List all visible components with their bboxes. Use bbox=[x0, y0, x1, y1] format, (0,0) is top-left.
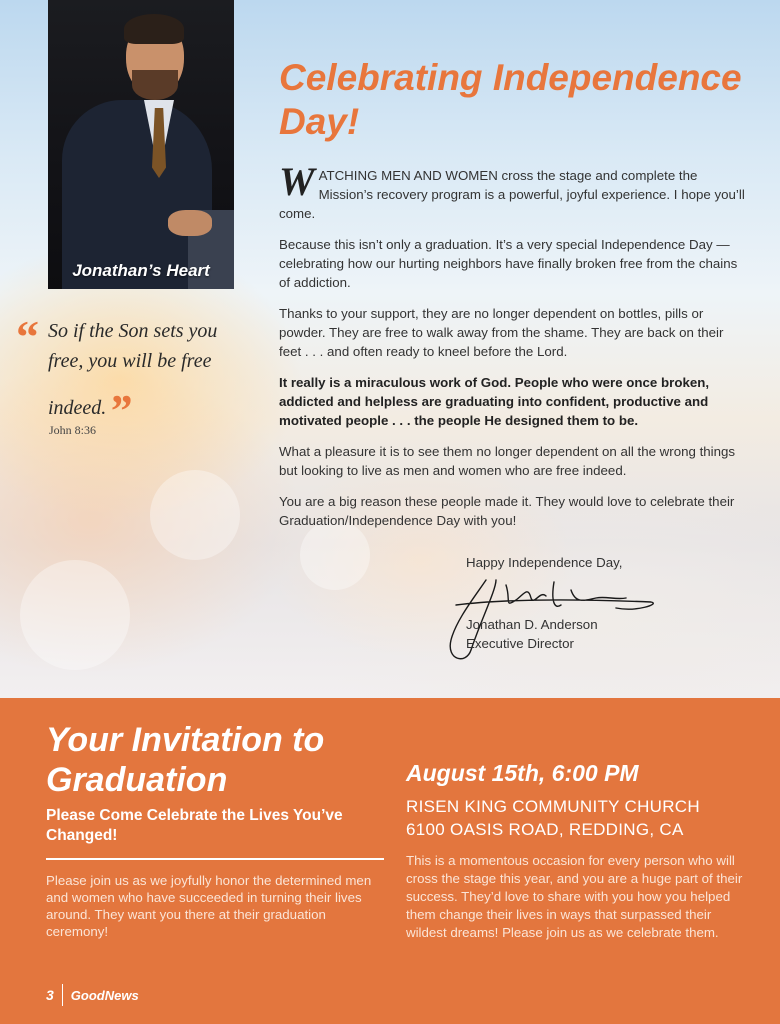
event-address: 6100 OASIS ROAD, REDDING, CA bbox=[406, 820, 684, 839]
event-body: This is a momentous occasion for every person who will cross the stage this year, and you are a huge part of their success. They’d love to share with you how you helped them change their lives in ways that surpassed their wildest dreams! Please join us as we celebrate them. bbox=[406, 853, 743, 940]
letter-paragraph: What a pleasure it is to see them no longer dependent on all the wrong things but looking to live as men and women who are free indeed. bbox=[279, 444, 736, 478]
photo-caption: Jonathan’s Heart bbox=[72, 261, 210, 280]
bokeh-light bbox=[20, 560, 130, 670]
signoff: Happy Independence Day, bbox=[466, 555, 623, 570]
letter-paragraph: You are a big reason these people made it. They would love to celebrate their Graduation/Independence Day with you! bbox=[279, 494, 735, 528]
divider bbox=[46, 858, 384, 860]
photo-figure-hands bbox=[168, 210, 212, 236]
photo-figure-beard bbox=[132, 70, 178, 100]
signer-name: Jonathan D. Anderson bbox=[466, 617, 598, 632]
invitation-subtitle: Please Come Celebrate the Lives You’ve Changed! bbox=[46, 807, 343, 844]
letter-paragraph: Because this isn’t only a graduation. It’s a very special Independence Day — celebrating how our hurting neighbors have finally broken free from the chains of addiction. bbox=[279, 237, 738, 290]
letter-paragraph-emphasis: It really is a miraculous work of God. People who were once broken, addicted and helpless are graduating into confident, productive and motivated people . . . the people He designed them to be. bbox=[279, 375, 710, 428]
paragraph-text: cross the stage and complete the Mission’s recovery program is a powerful, joyful experience. I hope you’ll come. bbox=[279, 168, 745, 221]
author-photo bbox=[48, 0, 234, 289]
event-location bbox=[406, 795, 700, 841]
signer-title: Executive Director bbox=[466, 636, 574, 651]
footer-divider bbox=[62, 984, 63, 1006]
event-venue: RISEN KING COMMUNITY CHURCH bbox=[406, 797, 700, 816]
photo-figure-hair bbox=[124, 14, 184, 44]
page-title: Celebrating Independence Day! bbox=[279, 57, 742, 142]
page-footer bbox=[46, 984, 139, 1006]
bokeh-light bbox=[150, 470, 240, 560]
signer-block bbox=[466, 615, 598, 653]
publication-name: GoodNews bbox=[70, 987, 139, 1003]
letter-paragraph: Thanks to your support, they are no longer dependent on bottles, pills or powder. They are free to walk away from the shame. They are back on their feet . . . and often ready to kneel before the Lord. bbox=[279, 306, 724, 359]
event-date: August 15th, 6:00 PM bbox=[406, 760, 639, 786]
open-quote-mark: “ bbox=[16, 311, 39, 362]
invitation-banner bbox=[0, 698, 780, 1024]
page-number: 3 bbox=[46, 987, 54, 1003]
close-quote-mark: ” bbox=[108, 385, 132, 436]
drop-cap: W bbox=[279, 159, 315, 204]
lead-in-caps: ATCHING MEN AND WOMEN bbox=[318, 168, 498, 183]
quote-body: So if the Son sets you free, you will be free indeed. bbox=[48, 320, 218, 419]
quote-reference: John 8:36 bbox=[49, 423, 97, 437]
letter-paragraph bbox=[279, 159, 749, 223]
letter-body bbox=[279, 159, 749, 542]
invitation-body: Please join us as we joyfully honor the determined men and women who have succeeded in turning their lives around. They want you there at their graduation ceremony! bbox=[46, 873, 372, 939]
invitation-title: Your Invitation to Graduation bbox=[46, 721, 325, 799]
